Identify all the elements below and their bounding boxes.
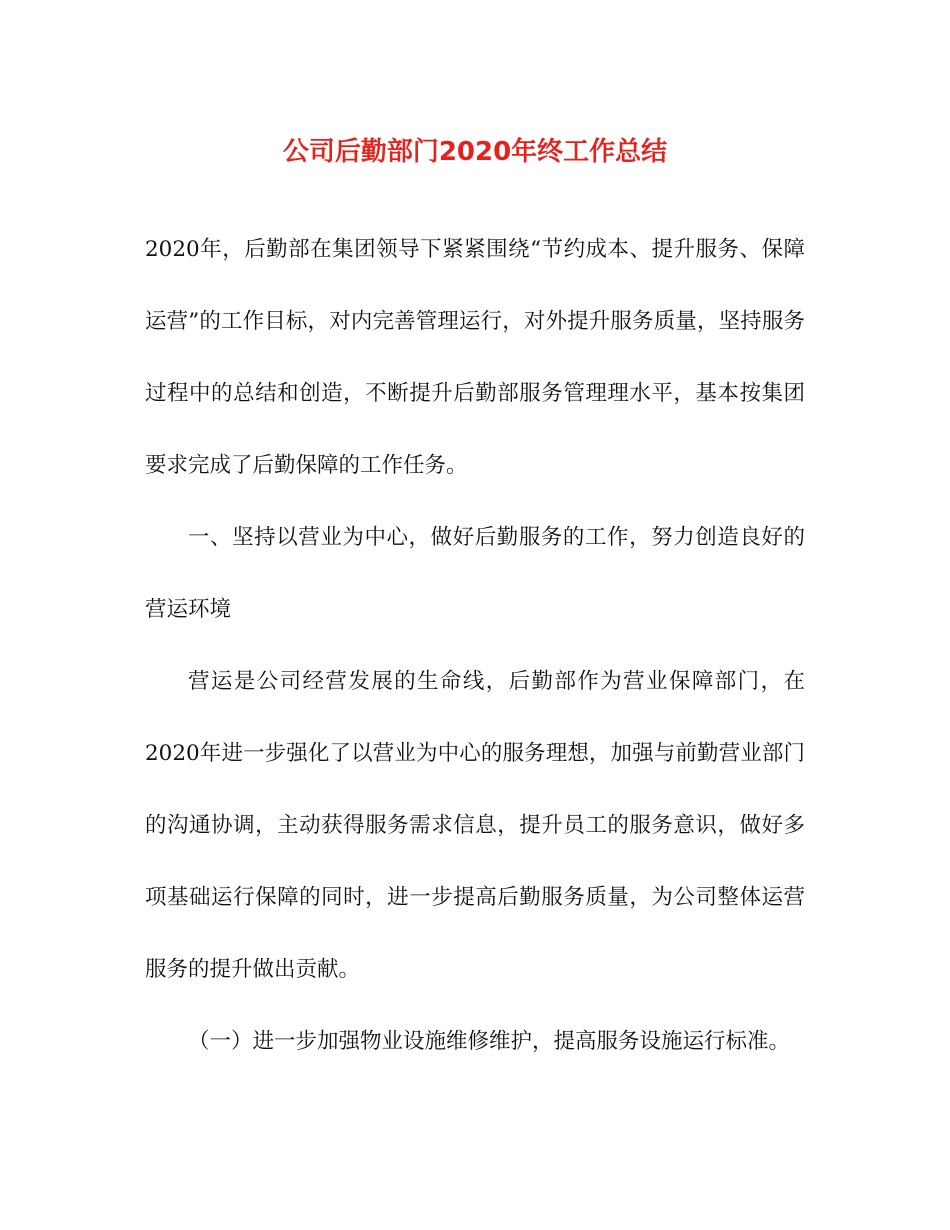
subsection-heading-1: （一）进一步加强物业设施维修维护，提高服务设施运行标准。 [188,1029,791,1054]
document-body [145,214,805,1078]
document-title: 公司后勤部门2020年终工作总结 [282,137,668,167]
paragraph-section-1: 营运是公司经营发展的生命线，后勤部作为营业保障部门，在2020年进一步强化了以营业为中心的服务理想，加强与前勤营业部门的沟通协调，主动获得服务需求信息，提升员工的服务意识，做好多项基础运行保障的同时，进一步提高后勤服务质量，为公司整体运营服务的提升做出贡献。 [145,669,805,982]
section-heading-1: 一、坚持以营业为中心，做好后勤服务的工作，努力创造良好的营运环境 [145,525,805,622]
paragraph-intro: 2020年，后勤部在集团领导下紧紧围绕“节约成本、提升服务、保障运营”的工作目标，对内完善管理运行，对外提升服务质量，坚持服务过程中的总结和创造，不断提升后勤部服务管理理水平，基本按集团要求完成了后勤保障的工作任务。 [145,237,805,478]
